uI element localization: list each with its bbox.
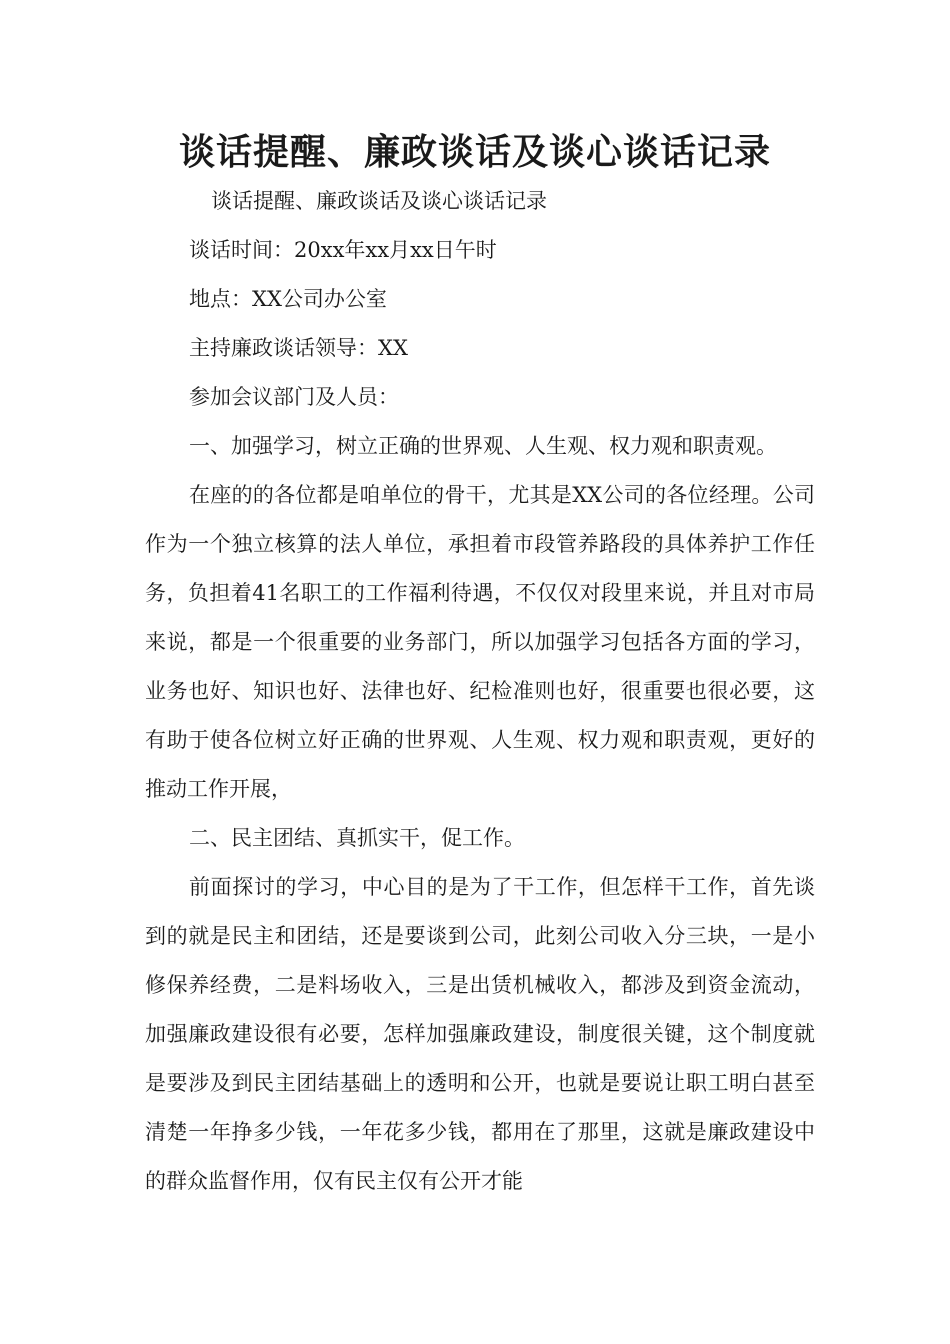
document-body xyxy=(145,177,815,1206)
meeting-attendees: 参加会议部门及人员： xyxy=(189,385,399,409)
meeting-host: 主持廉政谈话领导：XX xyxy=(189,336,408,360)
meeting-location: 地点：XX公司办公室 xyxy=(189,287,387,311)
document-title: 谈话提醒、廉政谈话及谈心谈话记录 xyxy=(178,132,771,173)
section-heading-2: 二、民主团结、真抓实干，促工作。 xyxy=(189,826,525,850)
meeting-time: 谈话时间：20xx年xx月xx日午时 xyxy=(189,238,497,262)
subtitle-paragraph: 谈话提醒、廉政谈话及谈心谈话记录 xyxy=(211,189,547,213)
section-body-2: 前面探讨的学习，中心目的是为了干工作，但怎样干工作，首先谈到的就是民主和团结，还是要谈到公司，此刻公司收入分三块，一是小修保养经费，二是料场收入，三是出赁机械收入，都涉及到资金流动，加强廉政建设很有必要，怎样加强廉政建设，制度很关键，这个制度就是要涉及到民主团结基础上的透明和公开，也就是要说让职工明白甚至清楚一年挣多少钱，一年花多少钱，都用在了那里，这就是廉政建设中的群众监督作用，仅有民主仅有公开才能 xyxy=(145,875,815,1193)
section-body-1: 在座的的各位都是咱单位的骨干，尤其是XX公司的各位经理。公司作为一个独立核算的法人单位，承担着市段管养路段的具体养护工作任务，负担着41名职工的工作福利待遇，不仅仅对段里来说，并且对市局来说，都是一个很重要的业务部门，所以加强学习包括各方面的学习，业务也好、知识也好、法律也好、纪检准则也好，很重要也很必要，这有助于使各位树立好正确的世界观、人生观、权力观和职责观，更好的推动工作开展， xyxy=(145,483,815,801)
section-heading-1: 一、加强学习，树立正确的世界观、人生观、权力观和职责观。 xyxy=(189,434,777,458)
